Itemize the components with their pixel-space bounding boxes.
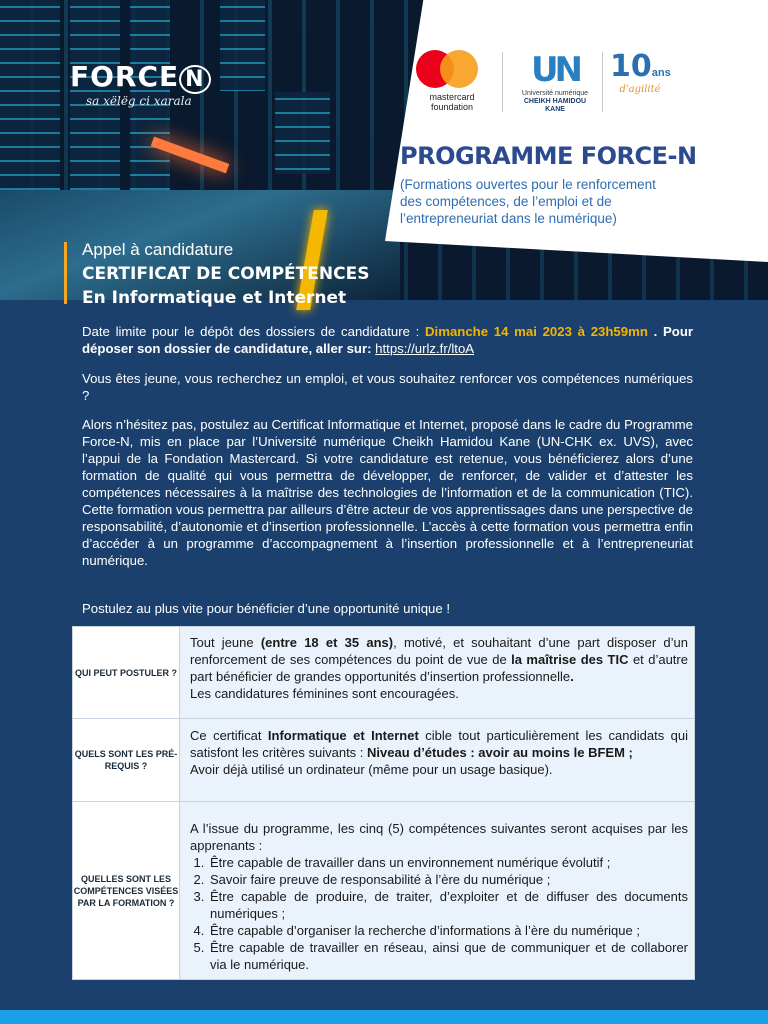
server-rack [220, 0, 265, 91]
info-table [72, 626, 695, 980]
list-item: 1. Être capable de travailler dans un environnement numérique évolutif ; [208, 854, 688, 871]
question-cell: QUELLES SONT LES COMPÉTENCES VISÉES PAR LA FORMATION ? [73, 802, 180, 979]
mastercard-label: mastercard foundation [429, 92, 475, 112]
answer-fragment: cible tout particulièrement les candidats qui satisfont les critères suivants : [190, 728, 688, 760]
deadline-middle: à [571, 324, 591, 339]
deadline-prefix: Date limite pour le dépôt des dossiers de candidature : [82, 324, 426, 339]
deadline-instruction: . Pour déposer son dossier de candidature, aller sur: [82, 324, 694, 356]
answer-fragment: Les candidatures féminines sont encouragées. [190, 686, 459, 701]
answer-bold: . [570, 669, 574, 684]
table-row [73, 719, 694, 802]
ten-ans: ans [651, 67, 671, 79]
deadline-time: 23h59mn [590, 324, 648, 339]
description-paragraph: Alors n’hésitez pas, postulez au Certificat Informatique et Internet, proposé dans le cadre du Programme Force-N, mis en place par l’Université numérique Cheikh Hamidou Kane (UN-CHK ex. UVS), avec l’appui de la Fondation Mastercard. Si votre candidature est retenue, vous bénéficierez alors d’une formation de qualité qui vous permettra de développer, de renforcer, de valider et d’attester les compétences nécessaires à la maîtrise des technologies de l’information et de la communication (TIC). Cette formation vous permettra par ailleurs d’être acteur de vos apprentissages dans une perspective de responsabilité, d’autonomie et d’insertion professionnelle. L’accès à cette formation vous permettra enfin d’accéder à un programme d’accompagnement à l’insertion professionnelle et à l’entrepreneuriat numérique. [82, 417, 693, 568]
brand-tagline: sa xëlëg ci xarala [86, 94, 192, 108]
list-item: 5. Être capable de travailler en réseau, ainsi que de communiquer et de collaborer via le numérique. [208, 939, 688, 973]
answer-fragment: et d’autre part bénéficier de grandes opportunités d’insertion professionnelle [190, 652, 688, 684]
agilite-text: d'agilité [619, 84, 661, 95]
unchk-logo [515, 50, 595, 114]
question-cell: QUI PEUT POSTULER ? [73, 627, 180, 718]
brand-mark: N [179, 65, 210, 94]
logo-divider [602, 52, 603, 112]
application-link[interactable]: https://urlz.fr/ltoA [375, 341, 475, 356]
logo-divider [502, 52, 503, 112]
unchk-glyph-icon: UN [530, 50, 580, 90]
list-item: 2. Savoir faire preuve de responsabilité à l’ère du numérique ; [208, 871, 688, 888]
answer-text [190, 634, 688, 702]
answer-text [190, 727, 688, 778]
answer-cell [180, 802, 694, 979]
brand-text: FORCE [70, 60, 180, 93]
answer-bold: Niveau d’études : avoir au moins le BFEM ; [367, 745, 633, 760]
answer-bold: (entre 18 et 35 ans) [260, 635, 394, 650]
table-row [73, 802, 694, 979]
call-to-action: Postulez au plus vite pour bénéficier d’une opportunité unique ! [82, 601, 451, 616]
deadline-date: Dimanche 14 mai 2023 [425, 324, 572, 339]
unchk-line1: Université numérique [521, 90, 589, 97]
footer-bar [0, 1010, 768, 1024]
unchk-line2: CHEIKH HAMIDOU KANE [523, 98, 587, 113]
answer-text [190, 820, 688, 973]
answer-bold: Informatique et Internet [267, 728, 419, 743]
ten-years-logo [610, 50, 670, 114]
answer-cell [180, 719, 694, 801]
ten-number: 10 [610, 49, 652, 84]
answer-fragment: Ce certificat [190, 728, 268, 743]
mastercard-foundation-logo [412, 50, 492, 114]
deadline-paragraph [82, 323, 693, 357]
server-rack [275, 92, 330, 174]
answer-bold: la maîtrise des TIC [511, 652, 629, 667]
question-cell: QUELS SONT LES PRÉ-REQUIS ? [73, 719, 180, 801]
force-n-logo [70, 60, 211, 93]
intro-paragraph: Vous êtes jeune, vous recherchez un emploi, et vous souhaitez renforcer vos compétences numériques ? [82, 371, 693, 403]
accent-bar [64, 242, 67, 304]
certificate-title: CERTIFICAT DE COMPÉTENCES [82, 264, 370, 284]
competences-list [190, 854, 688, 973]
mastercard-orange-circle [440, 50, 478, 88]
appel-label: Appel à candidature [82, 240, 234, 259]
table-row [73, 627, 694, 719]
list-item: 3. Être capable de produire, de traiter, d’exploiter et de diffuser des documents numériques ; [208, 888, 688, 922]
list-item: 4. Être capable d’organiser la recherche d’informations à l’ère du numérique ; [208, 922, 688, 939]
certificate-subtitle: En Informatique et Internet [82, 288, 347, 308]
answer-fragment: Avoir déjà utilisé un ordinateur (même pour un usage basique). [190, 762, 553, 777]
program-title: PROGRAMME FORCE-N [400, 142, 697, 170]
competences-intro: A l’issue du programme, les cinq (5) compétences suivantes seront acquises par les apprenants : [190, 821, 688, 853]
answer-cell [180, 627, 694, 718]
answer-fragment: , motivé, et souhaitant d’une part disposer d’un renforcement de ses compétences du point de vue de [190, 635, 688, 667]
program-subtitle: (Formations ouvertes pour le renforcement des compétences, de l’emploi et de l’entrepreneuriat dans le numérique) [400, 177, 656, 226]
answer-fragment: Tout jeune [190, 635, 261, 650]
